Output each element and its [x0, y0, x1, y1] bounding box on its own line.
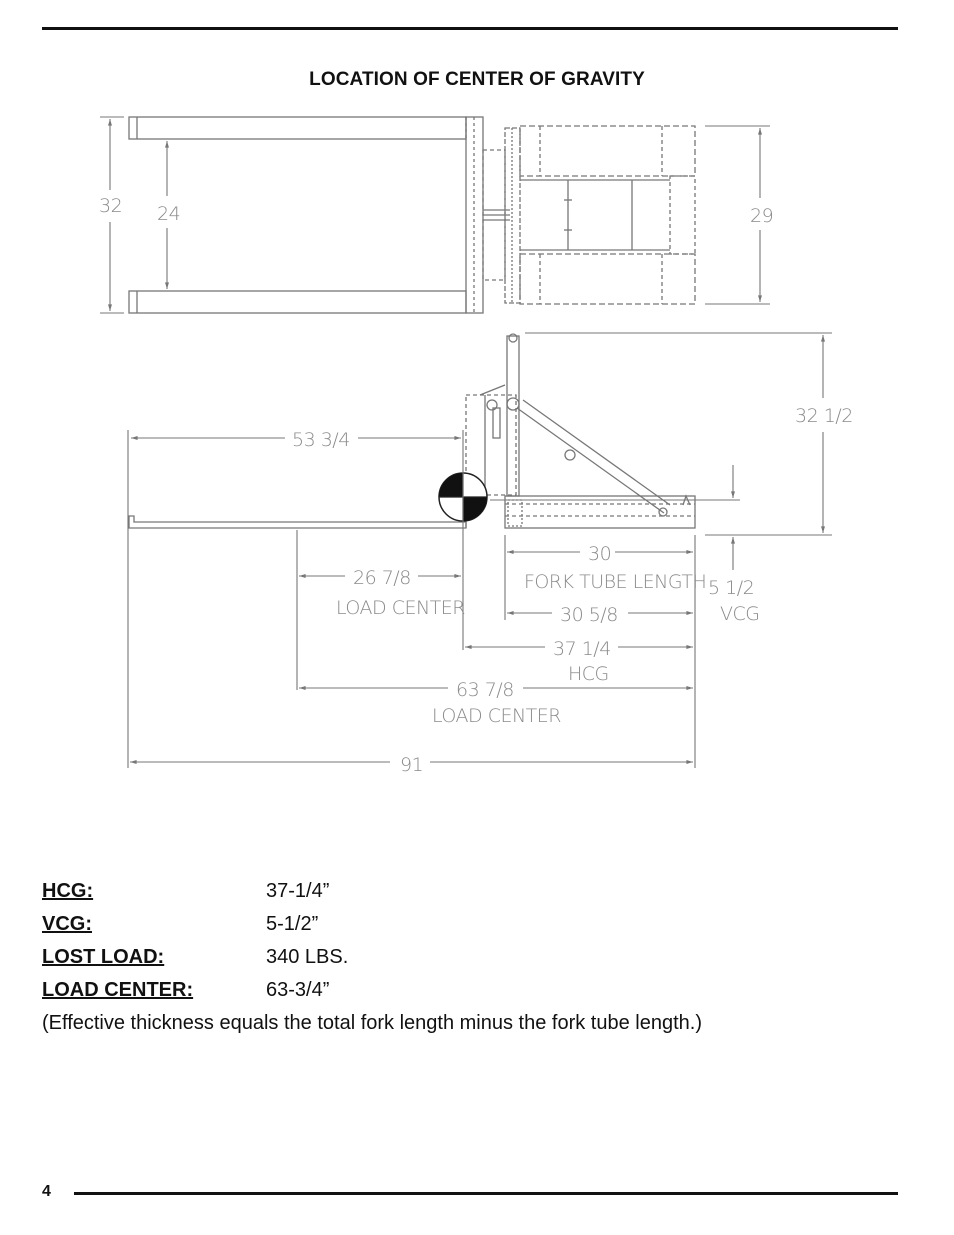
- label-load-center-a: LOAD CENTER: [336, 597, 465, 619]
- side-view: [129, 334, 695, 528]
- label-fork-tube: FORK TUBE LENGTH: [524, 571, 707, 593]
- dim-fork-tube: 30: [588, 543, 612, 565]
- dim-30-5-8: 30 5/8: [560, 604, 618, 626]
- spec-label: LOAD CENTER:: [42, 979, 194, 1001]
- dim-hcg: 37 1/4: [553, 638, 611, 660]
- spec-row-vcg: [42, 913, 902, 946]
- spec-note: (Effective thickness equals the total fork length minus the fork tube length.): [42, 1012, 702, 1034]
- spec-row-lost-load: [42, 946, 902, 979]
- dim-carriage-width: 29: [750, 205, 774, 227]
- spec-value: 37-1/4”: [266, 880, 330, 902]
- side-view-dimensions: [128, 333, 832, 768]
- dim-inner-width: 24: [157, 203, 181, 225]
- spec-label: VCG:: [42, 913, 92, 935]
- label-vcg: VCG: [720, 603, 760, 625]
- top-view: [129, 117, 695, 313]
- spec-table: [42, 880, 902, 1035]
- spec-value: 5-1/2”: [266, 913, 319, 935]
- page-number: 4: [42, 1183, 51, 1200]
- dim-fork-to-cg: 53 3/4: [292, 429, 350, 451]
- spec-label: LOST LOAD:: [42, 946, 165, 968]
- spec-value: 63-3/4”: [266, 979, 330, 1001]
- dim-load-center-short: 26 7/8: [353, 567, 411, 589]
- spec-value: 340 LBS.: [266, 946, 349, 968]
- bottom-rule: [74, 1192, 898, 1195]
- label-load-center-b: LOAD CENTER: [432, 705, 561, 727]
- dim-vcg: 5 1/2: [708, 577, 755, 599]
- page-title: LOCATION OF CENTER OF GRAVITY: [309, 69, 645, 90]
- dim-total: 91: [400, 754, 424, 776]
- spec-row-hcg: [42, 880, 902, 913]
- dim-outer-width: 32: [99, 195, 123, 217]
- dim-height: 32 1/2: [795, 405, 853, 427]
- spec-row-load-center: [42, 979, 902, 1012]
- label-hcg: HCG: [568, 663, 609, 685]
- spec-label: HCG:: [42, 880, 94, 902]
- top-view-dimensions: [100, 117, 770, 313]
- dim-load-center-long: 63 7/8: [456, 679, 514, 701]
